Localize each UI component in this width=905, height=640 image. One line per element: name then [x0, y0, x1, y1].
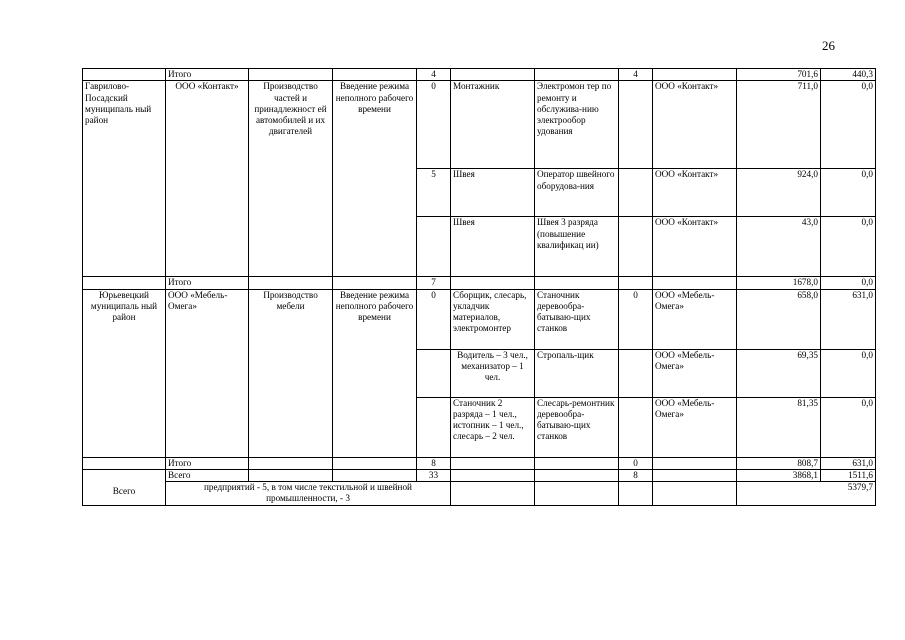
- activity-cell: Производство частей и принадлежност ей автомобилей и их двигателей: [249, 81, 333, 277]
- table-row: Станочник 2 разряда – 1 чел., истопник – 1 чел., слесарь – 2 чел. Слесарь-ремонтник деревообра-батываю-щих станков ООО «Мебель-Омега» 81,35 0,0: [83, 397, 876, 457]
- table-row: Всего Всего 33 8 3868,1 1511,6: [83, 469, 876, 481]
- table-row: 5 Швея Оператор швейного оборудова-ния ООО «Контакт» 924,0 0,0: [83, 169, 876, 217]
- org-cell: ООО «Контакт»: [166, 81, 249, 277]
- itogo-label: Итого: [166, 457, 249, 469]
- table-row: Швея Швея 3 разряда (повышение квалификац ии) ООО «Контакт» 43,0 0,0: [83, 217, 876, 277]
- district-cell: Юрьевецкий муниципаль ный район: [83, 289, 166, 457]
- data-table: [82, 68, 876, 506]
- vsego-label-main: Всего: [83, 469, 166, 505]
- enterprise-note: предприятий - 5, в том числе текстильной и швейной промышленности, - 3: [166, 482, 451, 506]
- table-row: Итого 4 4 701,6 440,3: [83, 69, 876, 81]
- page-number: 26: [822, 38, 835, 53]
- district-cell: Гаврилово-Посадский муниципаль ный район: [83, 81, 166, 277]
- table-row: Итого 8 0 808,7 631,0: [83, 457, 876, 469]
- table-row: Итого 7 1678,0 0,0: [83, 277, 876, 289]
- org-cell: ООО «Мебель-Омега»: [166, 289, 249, 457]
- measure-cell: Введение режима неполного рабочего времени: [333, 289, 417, 457]
- itogo-label: Итого: [166, 277, 249, 289]
- measure-cell: Введение режима неполного рабочего времени: [333, 81, 417, 277]
- vsego-label: Всего: [166, 469, 249, 481]
- activity-cell: Производство мебели: [249, 289, 333, 457]
- table-row: Водитель – 3 чел., механизатор – 1 чел. Стропаль-щик ООО «Мебель-Омега» 69,35 0,0: [83, 349, 876, 397]
- grand-total: 5379,7: [737, 482, 876, 506]
- table-row: Юрьевецкий муниципаль ный район ООО «Мебель-Омега» Производство мебели Введение режима неполного рабочего времени 0 Сборщик, слесарь, укладчик материалов, электромонтер Станочник деревообра-батываю-щих станков 0 ООО «Мебель-Омега» 658,0 631,0: [83, 289, 876, 349]
- table-row: Гаврилово-Посадский муниципаль ный район ООО «Контакт» Производство частей и принадлежност ей автомобилей и их двигателей Введение режима неполного рабочего времени 0 Монтажник Электромон тер по ремонту и обслужива-нию электрообор удования ООО «Контакт» 711,0 0,0: [83, 81, 876, 169]
- table-row: [83, 482, 876, 506]
- itogo-label: Итого: [166, 69, 249, 81]
